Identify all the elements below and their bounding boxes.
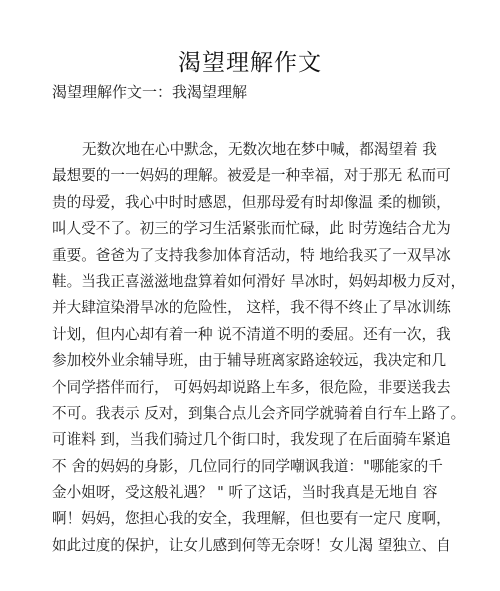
essay-line: 并大肆渲染滑旱冰的危险性， 这样，我不得不终止了旱冰训练 <box>52 299 451 317</box>
document-title: 渴望理解作文 <box>178 50 322 76</box>
essay-line: 啊！妈妈，您担心我的安全，我理解，但也要有一定尺 度啊， <box>52 510 451 528</box>
essay-line: 金小姐呀，受这般礼遇？ " 听了这话，当时我真是无地自 容 <box>52 484 438 502</box>
essay-line: 不 舍的妈妈的身影，几位同行的同学嘲讽我道："哪能家的千 <box>52 457 443 475</box>
essay-line: 不可。我表示 反对，到集合点儿会齐同学就骑着自行车上路了。 <box>52 404 466 422</box>
essay-line: 贵的母爱，我心中时时感恩，但那母爱有时却像温 柔的枷锁， <box>52 193 451 211</box>
essay-line: 重要。爸爸为了支持我参加体育活动，特 地给我买了一双旱冰 <box>52 246 451 264</box>
essay-line: 如此过度的保护，让女儿感到何等无奈呀！女儿渴 望独立、自 <box>52 536 451 554</box>
essay-line: 无数次地在心中默念，无数次地在梦中喊，都渴望着 我 <box>82 141 437 158</box>
essay-line: 可谁料 到，当我们骑过几个街口时，我发现了在后面骑车紧追 <box>52 431 451 449</box>
essay-line: 个同学搭伴而行， 可妈妈却说路上车多，很危险，非要送我去 <box>52 378 451 396</box>
essay-line: 鞋。当我正喜滋滋地盘算着如何滑好 旱冰时，妈妈却极力反对， <box>52 272 466 290</box>
document-subtitle: 渴望理解作文一：我渴望理解 <box>52 83 248 101</box>
essay-body <box>52 138 472 560</box>
essay-line: 叫人受不了。初三的学习生活紧张而忙碌，此 时劳逸结合尤为 <box>52 220 451 238</box>
essay-line: 最想要的一一妈妈的理解。被爱是一种幸福，对于那无 私而可 <box>52 167 451 185</box>
essay-line: 参加校外业余辅导班，由于辅导班离家路途较远，我决定和几 <box>52 352 447 370</box>
essay-line: 计划，但内心却有着一种 说不清道不明的委屈。还有一次，我 <box>52 325 451 343</box>
